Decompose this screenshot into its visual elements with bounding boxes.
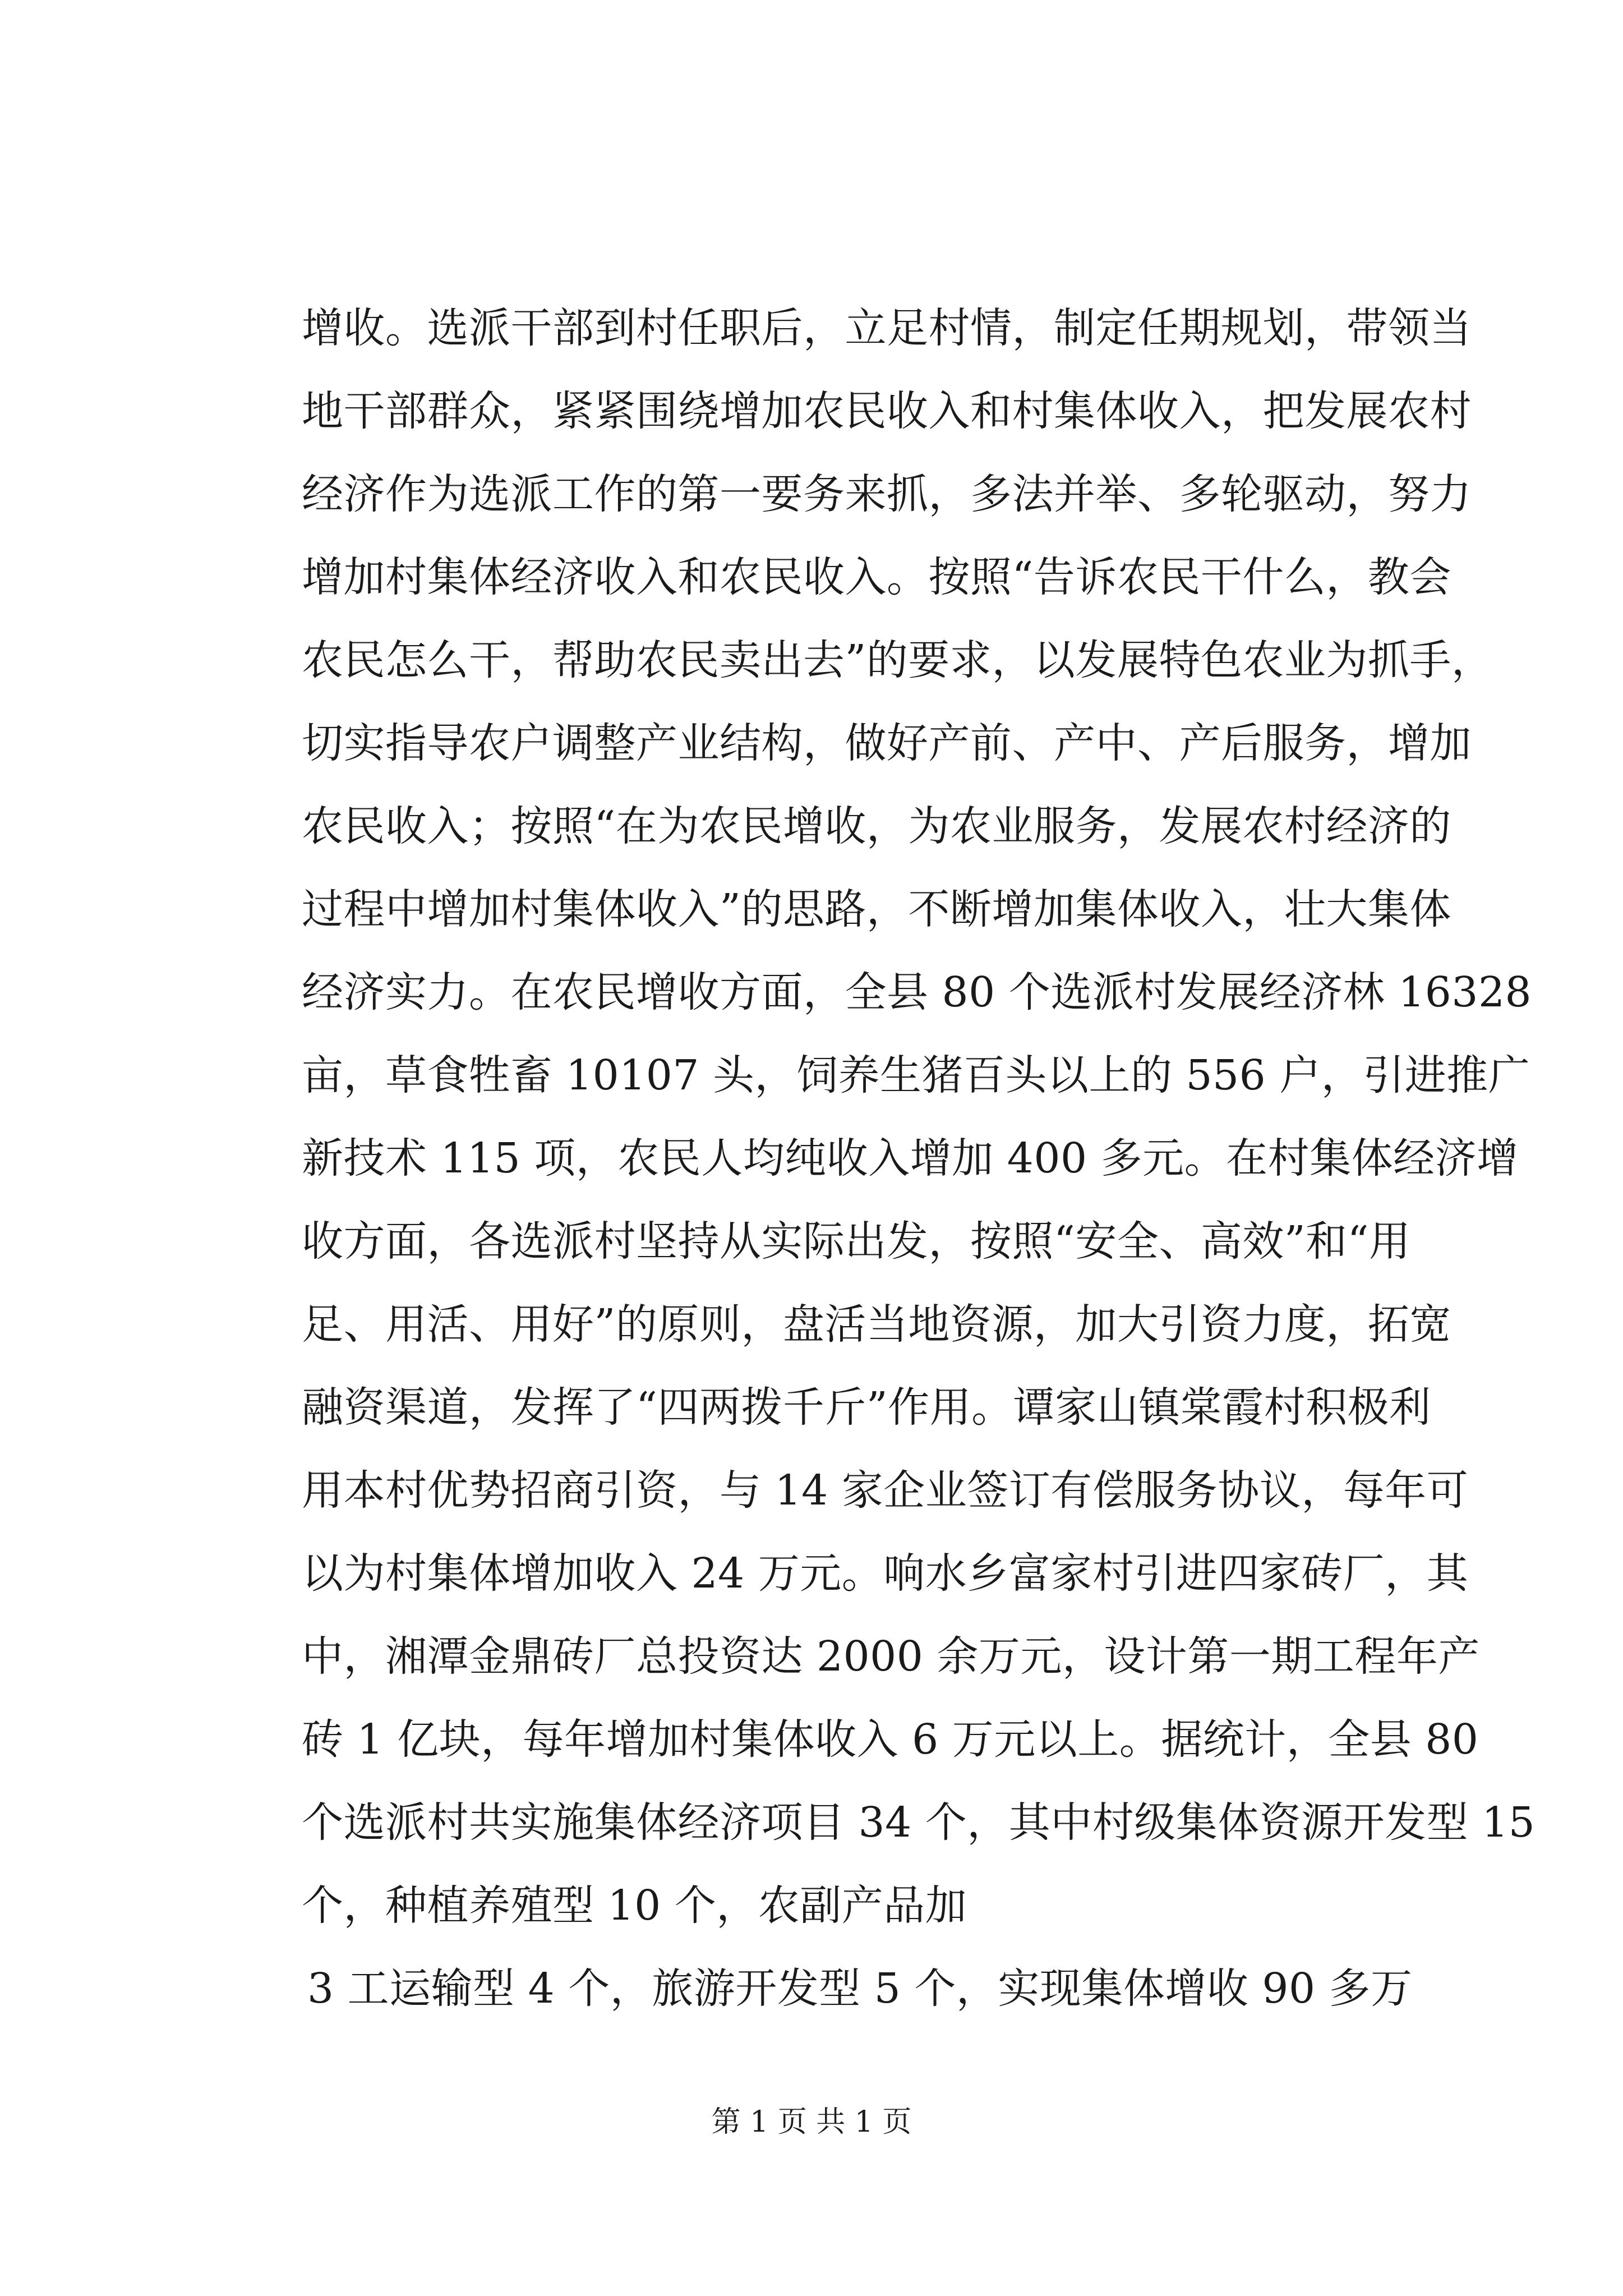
text-line: 经济作为选派工作的第一要务来抓，多法并举、多轮驱动，努力 bbox=[302, 470, 1472, 518]
text-line: 农民收入；按照“在为农民增收，为农业服务，发展农村经济的 bbox=[302, 802, 1451, 850]
text-line: 亩，草食牲畜 10107 头，饲养生猪百头以上的 556 户，引进推广 bbox=[302, 1051, 1530, 1099]
text-line: 农民怎么干，帮助农民卖出去”的要求，以发展特色农业为抓手， bbox=[302, 636, 1493, 684]
text-line: 地干部群众，紧紧围绕增加农民收入和村集体收入，把发展农村 bbox=[302, 387, 1472, 435]
text-line: 足、用活、用好”的原则，盘活当地资源，加大引资力度，拓宽 bbox=[302, 1300, 1451, 1349]
text-line: 砖 1 亿块，每年增加村集体收入 6 万元以上。据统计，全县 80 bbox=[302, 1715, 1479, 1764]
continuation-line: 3 工运输型 4 个，旅游开发型 5 个，实现集体增收 90 多万 bbox=[307, 1964, 1413, 2013]
text-line: 个，种植养殖型 10 个，农副产品加 bbox=[302, 1881, 967, 1930]
body-text bbox=[302, 302, 1536, 2045]
text-line: 切实指导农户调整产业结构，做好产前、产中、产后服务，增加 bbox=[302, 719, 1472, 767]
text-line: 收方面，各选派村坚持从实际出发，按照“安全、高效”和“用 bbox=[302, 1217, 1411, 1266]
page-footer: 第 1 页 共 1 页 bbox=[711, 2105, 912, 2139]
text-line: 融资渠道，发挥了“四两拨千斤”作用。谭家山镇棠霞村积极利 bbox=[302, 1383, 1431, 1432]
text-line: 新技术 115 项，农民人均纯收入增加 400 多元。在村集体经济增 bbox=[302, 1134, 1519, 1182]
text-line: 经济实力。在农民增收方面，全县 80 个选派村发展经济林 16328 bbox=[302, 968, 1532, 1016]
text-line: 个选派村共实施集体经济项目 34 个，其中村级集体资源开发型 15 bbox=[302, 1798, 1536, 1847]
text-line: 以为村集体增加收入 24 万元。响水乡富家村引进四家砖厂，其 bbox=[302, 1549, 1469, 1598]
text-line: 增加村集体经济收入和农民收入。按照“告诉农民干什么，教会 bbox=[302, 553, 1451, 601]
text-line: 增收。选派干部到村任职后，立足村情，制定任期规划，带领当 bbox=[302, 304, 1472, 352]
text-line: 中，湘潭金鼎砖厂总投资达 2000 余万元，设计第一期工程年产 bbox=[302, 1632, 1480, 1681]
text-line: 用本村优势招商引资，与 14 家企业签订有偿服务协议，每年可 bbox=[302, 1466, 1469, 1515]
text-line: 过程中增加村集体收入”的思路，不断增加集体收入，壮大集体 bbox=[302, 885, 1451, 933]
